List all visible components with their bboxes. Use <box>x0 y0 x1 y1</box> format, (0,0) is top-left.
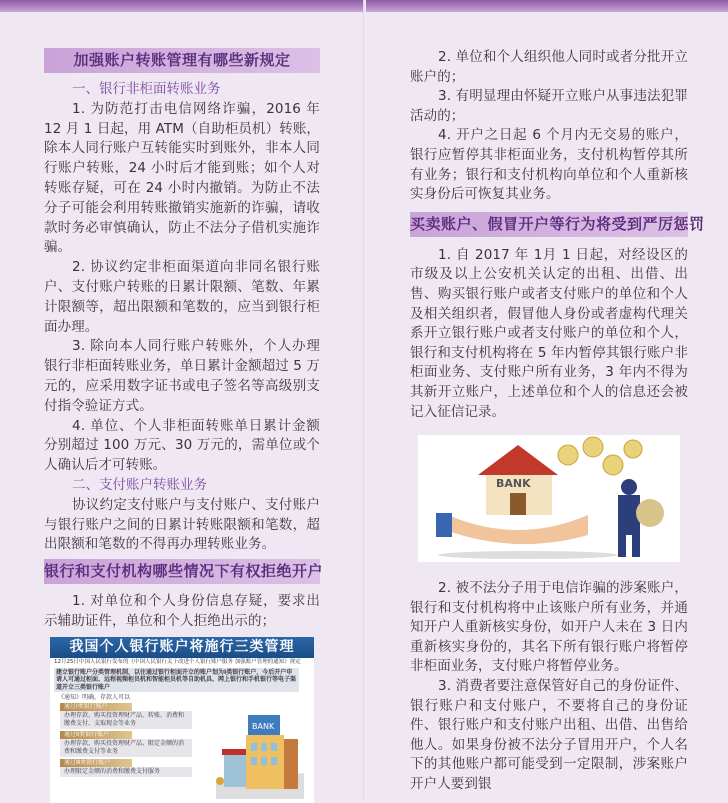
infographic-source: 12月25日中国人民银行发布的《中国人民银行关于改进个人银行账户服务 加强账户管理的通知》规定 <box>54 658 301 665</box>
bank-sign: BANK <box>252 721 275 731</box>
infographic-note: 《通知》明确，存款人可以 <box>58 694 131 702</box>
paragraph: 3. 除向本人同行账户转账外，个人办理银行非柜面转账业务，单日累计金额超过 5 万元的，应采用数字证书或电子签名等高级别支付指令验证方式。 <box>44 338 320 414</box>
paragraph: 协议约定支付账户与支付账户、支付账户与银行账户之间的日累计转账限额和笔数，超出限额和笔数的不得再办理转账业务。 <box>44 496 320 553</box>
tier-label: 通过Ⅰ类银行账户 <box>60 703 132 711</box>
bank-sign: BANK <box>496 477 531 491</box>
tier-label: 通过Ⅲ类银行账户 <box>60 759 132 767</box>
infographic-three-tier-accounts <box>50 637 314 803</box>
paragraph: 2. 单位和个人组织他人同时或者分批开立账户的； <box>410 49 688 85</box>
tier-3 <box>60 759 192 777</box>
left-column <box>44 48 324 803</box>
page-fold <box>363 0 366 800</box>
paragraph: 4. 单位、个人非柜面转账单日累计金额分别超过 100 万元、30 万元的，需单位或个人确认后才可转账。 <box>44 417 320 474</box>
bank-in-hand-icon <box>418 435 678 562</box>
heading-transfer-rules: 加强账户转账管理有哪些新规定 <box>44 48 320 73</box>
tier-desc: 办理存款、购买投资理财产品、限定金额的消费和缴费支付等业务 <box>60 739 192 757</box>
infographic-title: 我国个人银行账户将施行三类管理 <box>50 637 314 658</box>
tier-label: 通过Ⅱ类银行账户 <box>60 731 132 739</box>
paragraph: 1. 对单位和个人身份信息存疑，要求出示辅助证件，单位和个人拒绝出示的； <box>44 593 320 629</box>
tier-2 <box>60 731 192 757</box>
bank-building-icon <box>216 713 304 799</box>
right-column <box>410 48 705 795</box>
tier-desc: 办理存款、购买投资理财产品、转账、消费和缴费支付、支取现金等业务 <box>60 711 192 729</box>
heading-refuse-account: 银行和支付机构哪些情况下有权拒绝开户 <box>44 559 320 584</box>
paragraph: 4. 开户之日起 6 个月内无交易的账户，银行应暂停其非柜面业务，支付机构暂停其所有业务；银行和支付机构向单位和个人重新核实身份后可恢复其业务。 <box>410 127 688 203</box>
paragraph: 3. 消费者要注意保管好自己的身份证件、银行账户和支付账户，不要将自己的身份证件、银行账户和支付账户出租、出借、出售给他人。如果身份被不法分子冒用开户，个人名下的其他账户都可能受到一定限制，涉案账户开户人要到银 <box>410 678 688 793</box>
infographic-intro: 建立银行账户分类管理机制，以往通过银行柜面开立的账户划为Ⅰ类银行账户，今后开户申请人可通过柜面、远程视频柜员机和智能柜员机等自助机具、网上银行和手机银行等电子渠道开立三类银行账户 <box>54 668 299 693</box>
bank-hand-illustration <box>418 435 680 562</box>
subheading-non-counter: 一、银行非柜面转账业务 <box>72 81 221 97</box>
paragraph: 2. 协议约定非柜面渠道向非同名银行账户、支付账户转账的日累计限额、笔数、年累计限额等，超出限额和笔数的，应当到银行柜面办理。 <box>44 259 320 335</box>
tier-desc: 办理限定金额的消费和缴费支付服务 <box>60 767 192 777</box>
paragraph: 3. 有明显理由怀疑开立账户从事违法犯罪活动的； <box>410 88 688 124</box>
paragraph: 2. 被不法分子用于电信诈骗的涉案账户，银行和支付机构将中止该账户所有业务，并通知开户人重新核实身份，如开户人未在 3 日内重新核实身份的，其名下所有银行账户将暂停非柜面业务，支付账户将暂停业务。 <box>410 580 688 675</box>
heading-penalties: 买卖账户、假冒开户等行为将受到严厉惩罚 <box>410 212 688 237</box>
subheading-payment-account: 二、支付账户转账业务 <box>72 476 207 493</box>
paragraph: 1. 自 2017 年 1月 1 日起，对经设区的市级及以上公安机关认定的出租、出借、出售、购买银行账户或者支付账户的单位和个人及相关组织者，假冒他人身份或者虚构代理关系开立银行账户或者支付账户的单位和个人，银行和支付机构将在 5 年内暂停其银行账户非柜面业务、支付账户所有业务，3 年内不得为其新开立账户，上述单位和个人的信息还会被记入征信记录。 <box>410 246 688 420</box>
tier-1 <box>60 703 192 729</box>
paragraph: 1. 为防范打击电信网络诈骗，2016 年 12 月 1 日起，用 ATM（自助柜员机）转账，除本人同行账户互转能实时到账外，非本人同行账户转账，24 小时后才能到账；如个人对转账存疑，可在 24 小时内撤销。为防止不法分子可能会利用转账撤销实施新的诈骗，请收款时务必审慎确认，防止不法分子借机实施诈骗。 <box>44 100 321 256</box>
